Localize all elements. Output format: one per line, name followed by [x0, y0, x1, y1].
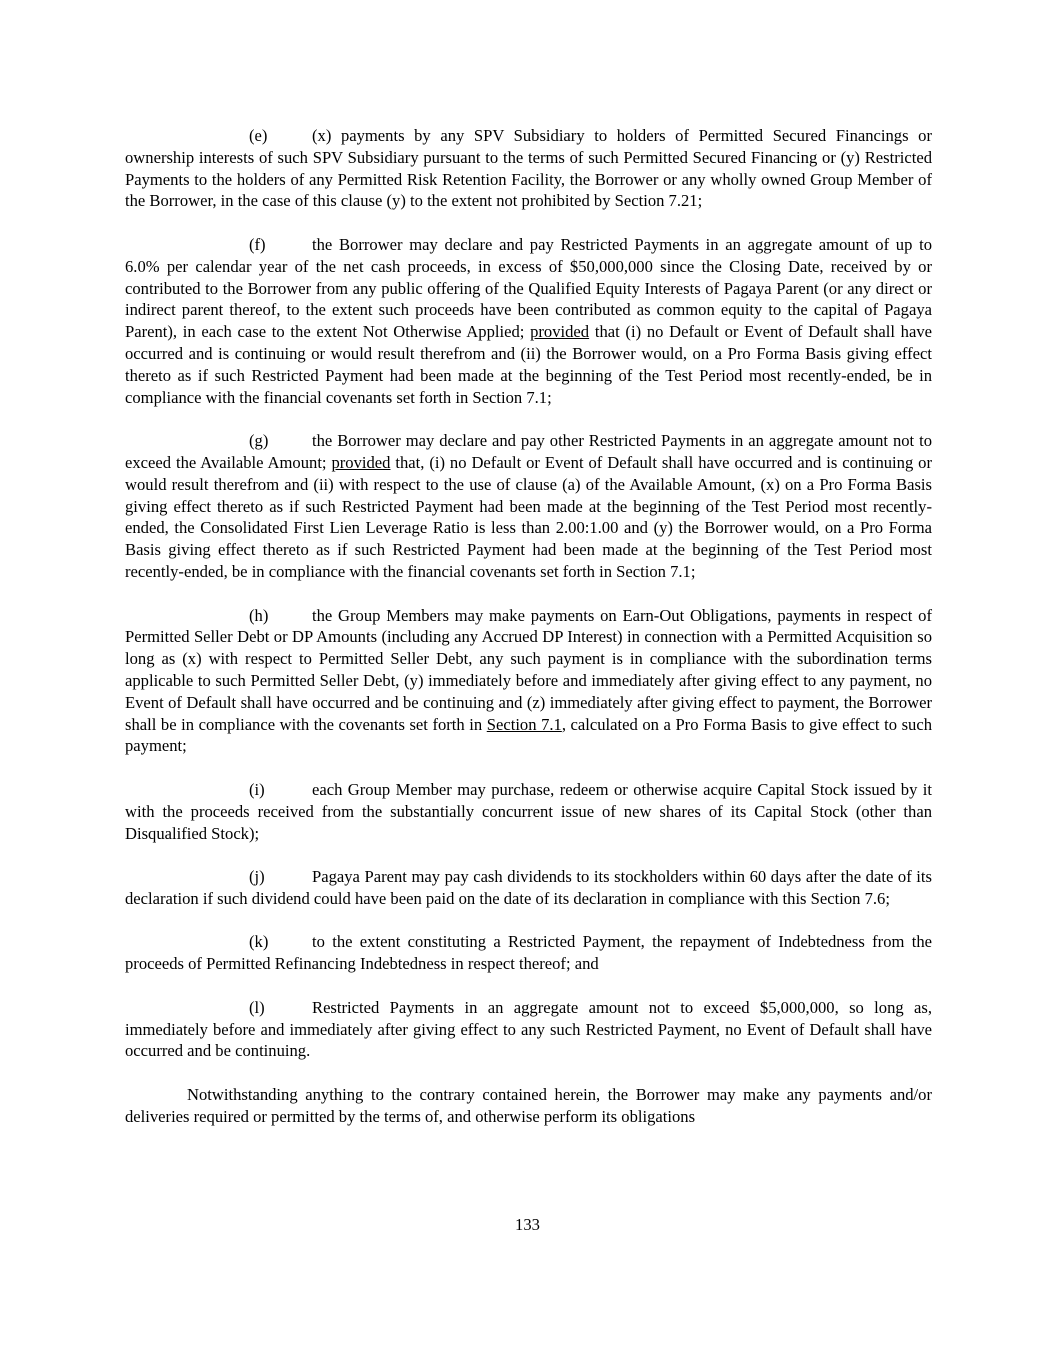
- clause-j: [125, 866, 932, 910]
- clause-text: that (i) no Default or Event of Default shall have occurred and is continuing or would result therefrom and (ii) the Borrower would, on a Pro Forma Basis giving effect thereto as if such Restricted Payment had been made at the beginning of the Test Period most recently-ended, be in compliance with the financial covenants set forth in Section 7.1;: [125, 322, 932, 407]
- clause-e: [125, 125, 932, 212]
- clause-label: (g): [249, 431, 269, 451]
- clause-i: [125, 779, 932, 844]
- provided-term: provided: [331, 452, 391, 472]
- clause-text: that, (i) no Default or Event of Default shall have occurred and is continuing or would result therefrom and (ii) with respect to the use of clause (a) of the Available Amount, (x) on a Pro Forma Basis giving effect thereto as if such Restricted Payment had been made at the beginning of the Test Period most recently-ended, the Consolidated First Lien Leverage Ratio is less than 2.00:1.00 and (y) the Borrower would, on a Pro Forma Basis giving effect thereto as if such Restricted Payment had been made at the beginning of the Test Period most recently-ended, be in compliance with the financial covenants set forth in Section 7.1;: [125, 452, 932, 581]
- closing-paragraph: Notwithstanding anything to the contrary contained herein, the Borrower may make any payments and/or deliveries required or permitted by the terms of, and otherwise perform its obligations: [125, 1085, 932, 1126]
- clause-text: the Borrower may declare and pay other Restricted Payments in an aggregate amount not to exceed the Available Amount;: [125, 431, 932, 472]
- clause-g: [125, 430, 932, 583]
- clause-label: (l): [249, 997, 265, 1017]
- clause-text: Restricted Payments in an aggregate amount not to exceed $5,000,000, so long as, immediately before and immediately after giving effect to any such Restricted Payment, no Event of Default shall have occurred and be continuing.: [125, 997, 932, 1061]
- clause-label: (e): [249, 126, 268, 145]
- section-reference: Section 7.1: [486, 714, 562, 734]
- page-number: 133: [515, 1215, 540, 1234]
- clause-text: the Borrower may declare and pay Restricted Payments in an aggregate amount of up to 6.0% per calendar year of the net cash proceeds, in excess of $50,000,000 since the Closing Date, received by or contributed to the Borrower from any public offering of the Qualified Equity Interests of Pagaya Parent (or any direct or indirect parent thereof, to the extent such proceeds have been contributed as common equity to the capital of Pagaya Parent), in each case to the extent Not Otherwise Applied;: [125, 234, 932, 342]
- clause-text: (x) payments by any SPV Subsidiary to holders of Permitted Secured Financings or ownership interests of such SPV Subsidiary pursuant to the terms of such Permitted Secured Financing or (y) Restricted Payments to the holders of any Permitted Risk Retention Facility, the Borrower or any wholly owned Group Member of the Borrower, in the case of this clause (y) to the extent not prohibited by Section 7.21;: [125, 126, 932, 211]
- clause-label: (f): [249, 234, 266, 254]
- clause-l: [125, 997, 932, 1062]
- provided-term: provided: [530, 322, 590, 342]
- clause-label: (h): [249, 605, 269, 625]
- clause-k: [125, 931, 932, 975]
- clause-label: (j): [249, 867, 265, 887]
- clause-h: [125, 605, 932, 758]
- clause-label: (i): [249, 779, 265, 799]
- document-body: [125, 125, 932, 1128]
- clause-text: to the extent constituting a Restricted Payment, the repayment of Indebtedness from the proceeds of Permitted Refinancing Indebtedness in respect thereof; and: [125, 932, 932, 974]
- clause-text: Pagaya Parent may pay cash dividends to its stockholders within 60 days after the date of its declaration if such dividend could have been paid on the date of its declaration in compliance with this Section 7.6;: [125, 867, 932, 908]
- clause-text: each Group Member may purchase, redeem or otherwise acquire Capital Stock issued by it with the proceeds received from the substantially concurrent issue of new shares of its Capital Stock (other than Disqualified Stock);: [125, 779, 932, 843]
- clause-text: , calculated on a Pro Forma Basis to give effect to such payment;: [125, 714, 932, 756]
- clause-f: [125, 234, 932, 408]
- clause-label: (k): [249, 932, 269, 952]
- clause-text: the Group Members may make payments on Earn-Out Obligations, payments in respect of Permitted Seller Debt or DP Amounts (including any Accrued DP Interest) in connection with a Permitted Acquisition so long as (x) with respect to Permitted Seller Debt, any such payment is in compliance with the subordination terms applicable to such Permitted Seller Debt, (y) immediately before and immediately after giving effect to any payment, no Event of Default shall have occurred and be continuing and (z) immediately after giving effect to payment, the Borrower shall be in compliance with the covenants set forth in: [125, 605, 932, 734]
